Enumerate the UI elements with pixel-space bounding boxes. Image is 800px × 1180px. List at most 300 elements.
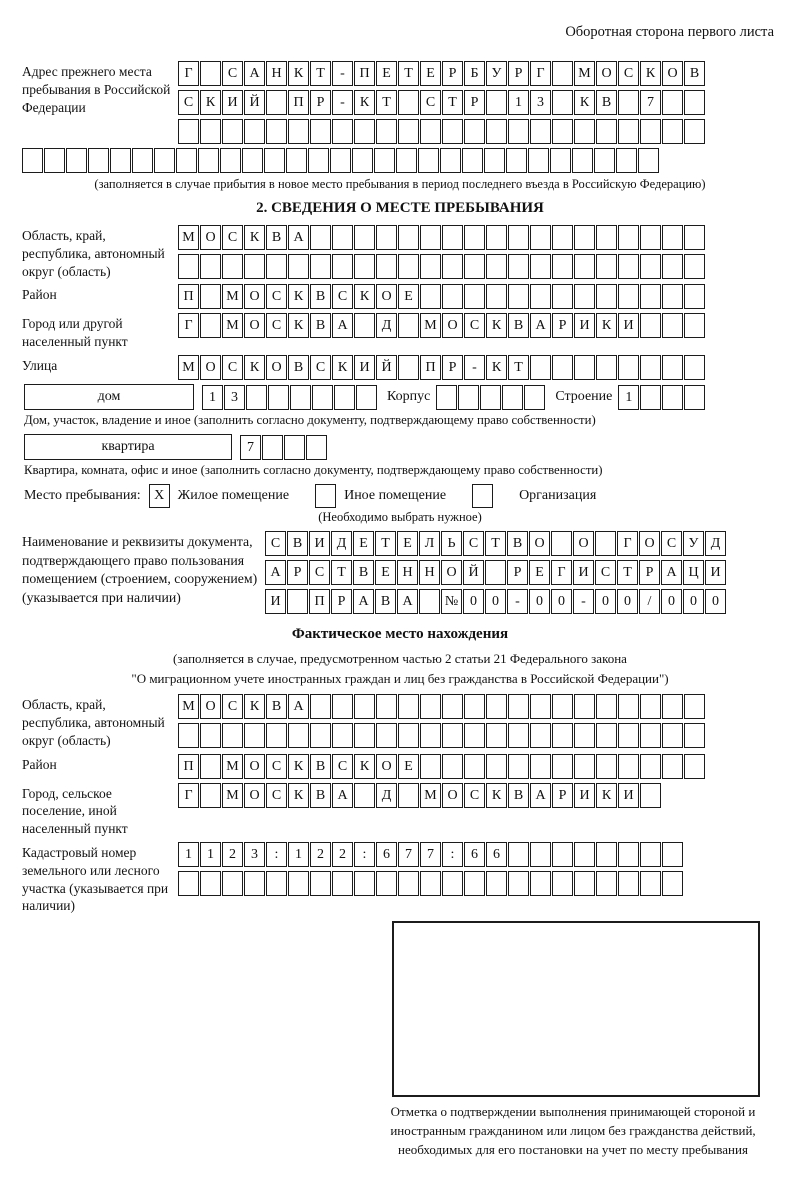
- char-box: Ц: [683, 560, 704, 585]
- char-box: [618, 119, 639, 144]
- char-box: 0: [529, 589, 550, 614]
- char-box: О: [244, 284, 265, 309]
- char-box: Й: [244, 90, 265, 115]
- char-box: 6: [376, 842, 397, 867]
- district-field: [22, 284, 778, 309]
- char-box: [574, 119, 595, 144]
- char-box: И: [573, 560, 594, 585]
- char-box: [618, 254, 639, 279]
- char-box: [640, 783, 661, 808]
- char-box: А: [244, 61, 265, 86]
- char-box: [596, 225, 617, 250]
- char-box: Р: [639, 560, 660, 585]
- char-box: [398, 254, 419, 279]
- char-box: [178, 871, 199, 896]
- char-box: [552, 90, 573, 115]
- city-row: [178, 313, 705, 351]
- prev-address-row-4: [22, 148, 778, 173]
- char-box: [618, 90, 639, 115]
- char-box: 2: [222, 842, 243, 867]
- char-box: Т: [331, 560, 352, 585]
- char-box: [524, 385, 545, 410]
- char-box: :: [266, 842, 287, 867]
- char-box: [596, 871, 617, 896]
- char-box: К: [640, 61, 661, 86]
- char-box: 0: [551, 589, 572, 614]
- char-box: С: [595, 560, 616, 585]
- city-label: Город или другой населенный пункт: [22, 316, 128, 350]
- char-box: В: [310, 313, 331, 338]
- char-box: [552, 254, 573, 279]
- char-box: [684, 313, 705, 338]
- char-box: Е: [420, 61, 441, 86]
- char-box: [354, 694, 375, 719]
- char-box: [594, 148, 615, 173]
- char-box: Ь: [441, 531, 462, 556]
- char-box: [264, 148, 285, 173]
- char-box: К: [288, 754, 309, 779]
- char-box: Д: [331, 531, 352, 556]
- char-box: [200, 284, 221, 309]
- char-box: [244, 119, 265, 144]
- section2-title: 2. СВЕДЕНИЯ О МЕСТЕ ПРЕБЫВАНИЯ: [256, 200, 544, 216]
- char-box: К: [596, 783, 617, 808]
- char-box: -: [332, 90, 353, 115]
- char-box: С: [266, 754, 287, 779]
- document-row-3: [265, 589, 726, 614]
- char-box: [266, 871, 287, 896]
- char-box: [662, 313, 683, 338]
- fact-district-field: [22, 754, 778, 779]
- char-box: №: [441, 589, 462, 614]
- char-box: В: [288, 355, 309, 380]
- char-box: [310, 254, 331, 279]
- char-box: 3: [530, 90, 551, 115]
- apartment-type-box: квартира: [24, 434, 232, 460]
- char-box: О: [244, 754, 265, 779]
- char-box: [332, 119, 353, 144]
- char-box: О: [244, 783, 265, 808]
- char-box: В: [375, 589, 396, 614]
- char-box: [442, 119, 463, 144]
- char-box: О: [244, 313, 265, 338]
- char-box: В: [310, 284, 331, 309]
- option-zhiloe-label: Жилое помещение: [177, 488, 290, 504]
- char-box: 7: [240, 435, 261, 460]
- char-box: С: [178, 90, 199, 115]
- char-box: [480, 385, 501, 410]
- stamp-note: Отметка о подтверждении выполнения принимающей стороной и иностранным гражданином или лицом без гражданства действий, необходимых для его постановки на учет по месту пребывания: [390, 1104, 756, 1157]
- char-box: 0: [485, 589, 506, 614]
- char-box: М: [222, 313, 243, 338]
- char-box: [398, 871, 419, 896]
- fact-location-title: Фактическое место нахождения: [291, 626, 509, 643]
- char-box: К: [596, 313, 617, 338]
- document-label: Наименование и реквизиты документа, подтверждающего право пользования помещением (строением, сооружением) (указывается при наличии): [22, 534, 258, 605]
- char-box: У: [683, 531, 704, 556]
- char-box: 3: [244, 842, 265, 867]
- char-box: [22, 148, 43, 173]
- char-box: [508, 225, 529, 250]
- char-box: [618, 694, 639, 719]
- house-field: [24, 384, 778, 410]
- char-box: -: [507, 589, 528, 614]
- char-box: Е: [398, 284, 419, 309]
- char-box: [154, 148, 175, 173]
- char-box: [398, 90, 419, 115]
- char-box: [486, 723, 507, 748]
- house-number-row: [202, 385, 377, 410]
- char-box: [662, 694, 683, 719]
- char-box: [530, 355, 551, 380]
- char-box: О: [376, 754, 397, 779]
- char-box: Р: [310, 90, 331, 115]
- fact-district-row: [178, 754, 705, 779]
- char-box: Т: [508, 355, 529, 380]
- cadastre-row-2: [178, 871, 683, 896]
- char-box: [198, 148, 219, 173]
- char-box: [508, 842, 529, 867]
- char-box: [551, 531, 572, 556]
- prev-address-field: [22, 61, 778, 144]
- char-box: С: [222, 694, 243, 719]
- char-box: [464, 723, 485, 748]
- char-box: М: [178, 694, 199, 719]
- char-box: [530, 723, 551, 748]
- char-box: А: [288, 225, 309, 250]
- char-box: 1: [202, 385, 223, 410]
- char-box: 6: [464, 842, 485, 867]
- char-box: Т: [442, 90, 463, 115]
- char-box: [640, 385, 661, 410]
- char-box: [640, 723, 661, 748]
- char-box: М: [178, 225, 199, 250]
- char-box: О: [200, 355, 221, 380]
- char-box: [442, 284, 463, 309]
- char-box: Н: [397, 560, 418, 585]
- char-box: С: [309, 560, 330, 585]
- char-box: [485, 560, 506, 585]
- char-box: 2: [310, 842, 331, 867]
- char-box: [442, 225, 463, 250]
- cadastre-row-1: [178, 842, 683, 867]
- char-box: Д: [376, 313, 397, 338]
- char-box: [640, 754, 661, 779]
- char-box: [552, 225, 573, 250]
- fact-location-note: [22, 649, 778, 688]
- region-row-2: [178, 254, 705, 279]
- prev-address-row-2: [178, 90, 705, 115]
- char-box: 1: [618, 385, 639, 410]
- char-box: В: [596, 90, 617, 115]
- char-box: 7: [640, 90, 661, 115]
- char-box: [356, 385, 377, 410]
- char-box: -: [464, 355, 485, 380]
- stay-type-note: (Необходимо выбрать нужное): [318, 510, 482, 525]
- char-box: [574, 754, 595, 779]
- char-box: Н: [419, 560, 440, 585]
- char-box: [287, 589, 308, 614]
- char-box: И: [618, 313, 639, 338]
- char-box: [640, 225, 661, 250]
- char-box: [310, 871, 331, 896]
- document-row-2: [265, 560, 726, 585]
- char-box: О: [442, 783, 463, 808]
- char-box: [662, 225, 683, 250]
- char-box: [684, 754, 705, 779]
- region-row-1: [178, 225, 705, 250]
- char-box: [596, 254, 617, 279]
- char-box: Н: [266, 61, 287, 86]
- char-box: [596, 723, 617, 748]
- char-box: [508, 871, 529, 896]
- char-box: К: [244, 694, 265, 719]
- region-label: Область, край, республика, автономный округ (область): [22, 228, 165, 279]
- char-box: [376, 723, 397, 748]
- char-box: [574, 225, 595, 250]
- char-box: [530, 754, 551, 779]
- char-box: [332, 694, 353, 719]
- char-box: С: [265, 531, 286, 556]
- char-box: 7: [420, 842, 441, 867]
- fact-note-line-1: (заполняется в случае, предусмотренном частью 2 статьи 21 Федерального закона: [173, 651, 627, 667]
- char-box: 1: [288, 842, 309, 867]
- region-field: [22, 225, 778, 280]
- char-box: [618, 355, 639, 380]
- char-box: В: [287, 531, 308, 556]
- char-box: [574, 355, 595, 380]
- korpus-label: Корпус: [387, 389, 431, 405]
- char-box: [419, 589, 440, 614]
- checkbox-inoe: [315, 484, 336, 508]
- char-box: [266, 90, 287, 115]
- char-box: [640, 313, 661, 338]
- char-box: М: [420, 313, 441, 338]
- char-box: [618, 871, 639, 896]
- char-box: Е: [375, 560, 396, 585]
- char-box: П: [288, 90, 309, 115]
- char-box: [662, 754, 683, 779]
- char-box: [464, 119, 485, 144]
- char-box: [662, 871, 683, 896]
- char-box: А: [265, 560, 286, 585]
- char-box: [288, 723, 309, 748]
- char-box: [286, 148, 307, 173]
- char-box: [200, 723, 221, 748]
- char-box: [508, 119, 529, 144]
- char-box: [262, 435, 283, 460]
- char-box: Г: [178, 61, 199, 86]
- street-label: Улица: [22, 358, 58, 374]
- char-box: [530, 694, 551, 719]
- char-box: [132, 148, 153, 173]
- char-box: О: [639, 531, 660, 556]
- char-box: [312, 385, 333, 410]
- char-box: С: [266, 313, 287, 338]
- street-row: [178, 355, 705, 380]
- char-box: [530, 119, 551, 144]
- char-box: А: [332, 313, 353, 338]
- char-box: С: [310, 355, 331, 380]
- char-box: [442, 871, 463, 896]
- char-box: Р: [464, 90, 485, 115]
- char-box: О: [573, 531, 594, 556]
- option-inoe-label: Иное помещение: [344, 488, 447, 504]
- char-box: [552, 842, 573, 867]
- char-box: Е: [376, 61, 397, 86]
- char-box: [354, 313, 375, 338]
- char-box: А: [661, 560, 682, 585]
- char-box: [552, 754, 573, 779]
- char-box: Р: [507, 560, 528, 585]
- char-box: С: [420, 90, 441, 115]
- char-box: [486, 254, 507, 279]
- char-box: [418, 148, 439, 173]
- char-box: [242, 148, 263, 173]
- char-box: К: [574, 90, 595, 115]
- char-box: М: [178, 355, 199, 380]
- char-box: Т: [617, 560, 638, 585]
- char-box: [508, 694, 529, 719]
- char-box: [442, 754, 463, 779]
- apartment-number-row: [240, 435, 327, 460]
- char-box: [528, 148, 549, 173]
- char-box: [310, 694, 331, 719]
- char-box: О: [529, 531, 550, 556]
- char-box: [552, 284, 573, 309]
- char-box: С: [464, 783, 485, 808]
- char-box: [486, 871, 507, 896]
- char-box: К: [354, 284, 375, 309]
- char-box: П: [178, 284, 199, 309]
- char-box: С: [266, 783, 287, 808]
- page-side-note: Оборотная сторона первого листа: [565, 24, 774, 40]
- char-box: [442, 694, 463, 719]
- char-box: [398, 783, 419, 808]
- char-box: С: [332, 284, 353, 309]
- char-box: Р: [552, 313, 573, 338]
- char-box: С: [661, 531, 682, 556]
- char-box: [640, 842, 661, 867]
- char-box: О: [662, 61, 683, 86]
- char-box: [420, 254, 441, 279]
- stroenie-row: [618, 385, 705, 410]
- char-box: Т: [485, 531, 506, 556]
- char-box: [640, 119, 661, 144]
- char-box: [572, 148, 593, 173]
- char-box: И: [574, 783, 595, 808]
- char-box: [552, 61, 573, 86]
- char-box: [662, 254, 683, 279]
- char-box: 2: [332, 842, 353, 867]
- char-box: [440, 148, 461, 173]
- char-box: П: [178, 754, 199, 779]
- char-box: [508, 284, 529, 309]
- char-box: А: [530, 313, 551, 338]
- char-box: С: [618, 61, 639, 86]
- char-box: [662, 90, 683, 115]
- char-box: :: [442, 842, 463, 867]
- char-box: М: [222, 754, 243, 779]
- char-box: [684, 284, 705, 309]
- char-box: Т: [398, 61, 419, 86]
- char-box: Е: [353, 531, 374, 556]
- char-box: В: [508, 313, 529, 338]
- char-box: Й: [376, 355, 397, 380]
- char-box: А: [288, 694, 309, 719]
- char-box: [662, 842, 683, 867]
- char-box: [684, 723, 705, 748]
- char-box: [354, 723, 375, 748]
- char-box: О: [200, 694, 221, 719]
- char-box: Г: [178, 783, 199, 808]
- stamp-box: [392, 921, 760, 1097]
- char-box: 3: [224, 385, 245, 410]
- char-box: [398, 313, 419, 338]
- char-box: [420, 723, 441, 748]
- char-box: [596, 694, 617, 719]
- char-box: -: [332, 61, 353, 86]
- char-box: М: [574, 61, 595, 86]
- char-box: [420, 694, 441, 719]
- char-box: 6: [486, 842, 507, 867]
- char-box: [486, 694, 507, 719]
- district-label: Район: [22, 287, 57, 303]
- city-field: [22, 313, 778, 351]
- char-box: И: [574, 313, 595, 338]
- apartment-field: [24, 434, 778, 460]
- char-box: Р: [552, 783, 573, 808]
- char-box: [376, 694, 397, 719]
- char-box: [354, 871, 375, 896]
- district-row: [178, 284, 705, 309]
- char-box: [222, 254, 243, 279]
- char-box: [222, 871, 243, 896]
- char-box: [178, 119, 199, 144]
- char-box: [374, 148, 395, 173]
- char-box: И: [309, 531, 330, 556]
- char-box: [310, 225, 331, 250]
- char-box: [334, 385, 355, 410]
- char-box: [290, 385, 311, 410]
- char-box: Т: [310, 61, 331, 86]
- char-box: [506, 148, 527, 173]
- char-box: [640, 254, 661, 279]
- stay-type-field: [24, 484, 778, 508]
- char-box: 0: [683, 589, 704, 614]
- char-box: [398, 119, 419, 144]
- option-organizacia-label: Организация: [519, 488, 597, 504]
- prev-address-row-3: [178, 119, 705, 144]
- char-box: В: [508, 783, 529, 808]
- char-box: К: [486, 313, 507, 338]
- char-box: Л: [419, 531, 440, 556]
- char-box: Е: [397, 531, 418, 556]
- char-box: [662, 355, 683, 380]
- char-box: [332, 723, 353, 748]
- char-box: [222, 119, 243, 144]
- char-box: [442, 723, 463, 748]
- stroenie-label: Строение: [555, 389, 613, 405]
- char-box: [552, 694, 573, 719]
- char-box: О: [376, 284, 397, 309]
- char-box: [684, 225, 705, 250]
- char-box: М: [222, 284, 243, 309]
- char-box: [574, 871, 595, 896]
- char-box: [618, 284, 639, 309]
- char-box: С: [222, 225, 243, 250]
- char-box: К: [244, 355, 265, 380]
